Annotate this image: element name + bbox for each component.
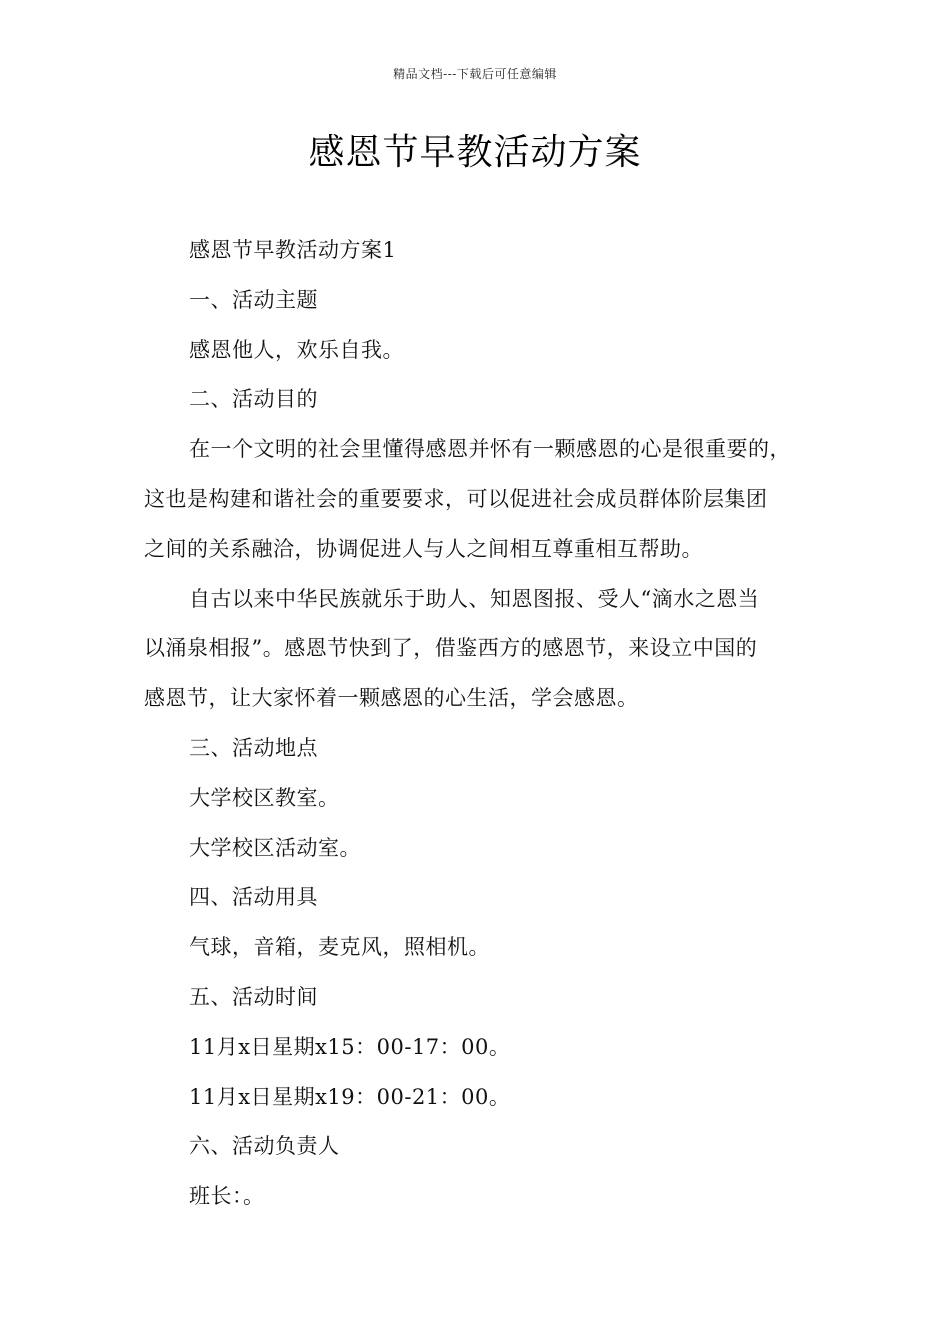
body-line: 气球，音箱，麦克风，照相机。: [189, 935, 490, 960]
body-line: 11月x日星期x19：00-21：00。: [189, 1084, 511, 1109]
body-line: 大学校区活动室。: [189, 835, 361, 860]
section-heading: 六、活动负责人: [189, 1134, 340, 1159]
paragraph-line: 感恩节，让大家怀着一颗感恩的心生活，学会感恩。: [144, 686, 639, 711]
paragraph-purpose: [144, 425, 824, 574]
header-note: 精品文档---下载后可任意编辑: [393, 67, 557, 81]
paragraph-line: 自古以来中华民族就乐于助人、知恩图报、受人“滴水之恩当: [189, 586, 760, 611]
section-heading: 五、活动时间: [189, 984, 318, 1009]
section-heading: 二、活动目的: [189, 387, 318, 412]
paragraph-line: 这也是构建和谐社会的重要要求，可以促进社会成员群体阶层集团: [144, 486, 768, 511]
document-title: 感恩节早教活动方案: [308, 132, 642, 173]
paragraph-line: 以涌泉相报”。感恩节快到了，借鉴西方的感恩节，来设立中国的: [144, 636, 758, 661]
body-line: 感恩他人，欢乐自我。: [189, 337, 404, 362]
section-heading: 感恩节早教活动方案1: [189, 238, 397, 262]
paragraph-line: 之间的关系融洽，协调促进人与人之间相互尊重相互帮助。: [144, 536, 703, 561]
section-heading: 三、活动地点: [189, 735, 318, 760]
body-line: 11月x日星期x15：00-17：00。: [189, 1034, 511, 1059]
paragraph-line: 在一个文明的社会里懂得感恩并怀有一颗感恩的心是很重要的，: [189, 437, 791, 462]
paragraph-background: [144, 575, 824, 724]
document-body: [144, 226, 824, 1222]
body-line: 大学校区教室。: [189, 785, 340, 810]
section-heading: 一、活动主题: [189, 287, 318, 312]
body-line: 班长：。: [189, 1184, 265, 1209]
section-heading: 四、活动用具: [189, 885, 318, 910]
